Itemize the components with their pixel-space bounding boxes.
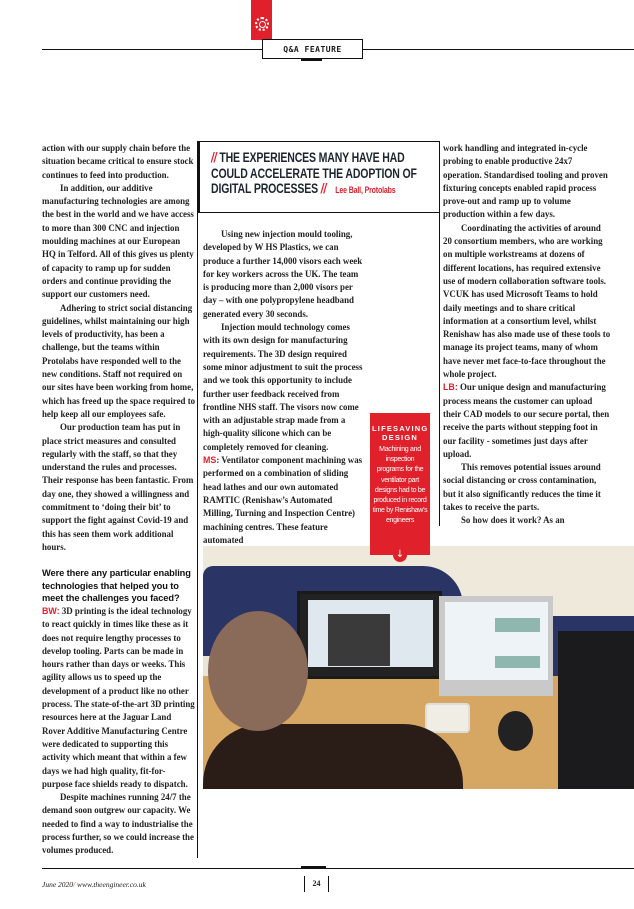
gear-icon xyxy=(255,17,269,31)
article-column-3 xyxy=(443,142,611,528)
speaker-initials: BW: xyxy=(42,605,60,616)
paragraph: Adhering to strict social distancing guidelines, whilst maintaining our high levels of productivity, has been a challenge, but the teams within Protolabs have responded well to the new conditions. Staff not required on our sites have been working from home, which has freed up the space required to help keep all our employees safe. xyxy=(42,302,196,419)
section-label-underbar xyxy=(301,59,322,61)
footer-tab xyxy=(301,866,326,869)
answer-text: : Ventilator component machining was performed on a combination of sliding head lathes and our own automated RAMTIC (Renishaw’s Automated Milling, Turning and Inspection Centre) machining centres. These feature automated xyxy=(203,455,363,545)
column-divider xyxy=(439,142,440,526)
paragraph: Using new injection mould tooling, developed by W HS Plastics, we can produce a further 14,000 visors each week for key workers across the UK. The team is producing more than 2,000 visors per day – with one polypropylene headband generated every 30 seconds. xyxy=(203,229,363,319)
footer-separator: / xyxy=(73,880,76,889)
page-number: 24 xyxy=(304,876,329,892)
article-column-2 xyxy=(203,228,363,547)
paragraph: Despite machines running 24/7 the demand soon outgrew our capacity. We needed to find a way to industrialise the process further, so we could increase the volumes produced. xyxy=(42,792,194,856)
section-label: Q&A FEATURE xyxy=(262,39,363,59)
issue-date: June 2020 xyxy=(42,880,74,889)
paragraph: Injection mould technology comes with its own design for manufacturing requirements. The 3D design required some minor adjustment to suit the process and we took this opportunity to include further user feedback received from frontline NHS staff. The visors now come with an adjustable strap made from a high-quality silicone which can be completely removed for cleaning. xyxy=(203,322,363,452)
quote-mark-icon: // xyxy=(211,150,217,165)
paragraph xyxy=(443,381,611,461)
article-column-1 xyxy=(42,142,196,858)
sidebar-body: Machining and inspection programs for the ventilator part designs had to be produced in record time by Renishaw’s engineers xyxy=(372,446,428,525)
answer-text: Our unique design and manufacturing process means the customer can upload their CAD models to our secure portal, then receive the parts without stepping foot in our facility - sometimes just days after upload. xyxy=(443,382,610,459)
paragraph: work handling and integrated in-cycle probing to enable productive 24x7 operation. Standardised tooling and proven fixturing concepts enabled rapid process prove-out and ramp up to volume production within a few days. xyxy=(443,143,608,220)
paragraph: This removes potential issues around social distancing or cross contamination, but it also significantly reduces the time it takes to receive the parts. xyxy=(443,462,601,513)
answer-text: 3D printing is the ideal technology to react quickly in times like these as it does not require lengthy processes to develop tooling. Parts can be made in hours rather than days or weeks. This agility allows us to speed up the development of a product like no other process. The state-of-the-art 3D printing resources here at the Jaguar Land Rover Additive Manufacturing Centre were dedicated to supporting this activity which meant that within a few days we had high quality, fit-for-purpose face shields ready to dispatch. xyxy=(42,605,195,789)
speaker-initials: MS xyxy=(203,455,217,466)
pull-quote-text: THE EXPERIENCES MANY HAVE HAD COULD ACCELERATE THE ADOPTION OF DIGITAL PROCESSES xyxy=(211,150,417,196)
footer-rule xyxy=(42,868,634,869)
pull-quote xyxy=(197,141,440,213)
article-photo xyxy=(203,546,634,789)
paragraph xyxy=(203,454,363,547)
speaker-initials: LB: xyxy=(443,382,458,393)
column-divider xyxy=(197,213,198,858)
paragraph: Our production team has put in place strict measures and consulted regularly with the staff, so that they understand the rules and processes. Their response has been fantastic. From day one, they showed a willingness and commitment to ‘doing their bit’ to support the fight against Covid-19 and this has seen them work additional hours. xyxy=(42,422,194,552)
pull-quote-attribution: Lee Ball, Protolabs xyxy=(335,185,396,195)
interview-question: Were there any particular enabling technologies that helped you to meet the challenges you faced? xyxy=(42,568,191,604)
pull-quote-body xyxy=(211,150,437,199)
paragraph: action with our supply chain before the situation became critical to ensure stock continues to feed into production. xyxy=(42,143,194,180)
sidebar-callout xyxy=(370,413,430,555)
arrow-down-icon: ↓ xyxy=(393,548,407,562)
website-url: www.theengineer.co.uk xyxy=(77,880,146,889)
paragraph: In addition, our additive manufacturing technologies are among the best in the world and we have access to more than 300 CNC and injection moulding machines at our European HQ in Telford. All of this gives us plenty of capacity to ramp up for sudden orders and continue providing the support our customers need. xyxy=(42,182,194,300)
sidebar-title: LIFESAVING DESIGN xyxy=(372,424,429,442)
paragraph: Coordinating the activities of around 20 consortium members, who are working on multiple workstreams at dozens of different locations, has required extensive use of modern collaboration software tools. VCUK has used Microsoft Teams to hold daily meetings and to share critical information at a consortium level, whilst Renishaw has also made use of these tools to manage its project teams, many of whom have never met face-to-face throughout the whole project. xyxy=(443,222,611,380)
paragraph: So how does it work? As an xyxy=(461,515,565,526)
paragraph xyxy=(42,605,196,791)
quote-mark-icon: // xyxy=(320,181,327,196)
footer-issue xyxy=(42,880,146,889)
